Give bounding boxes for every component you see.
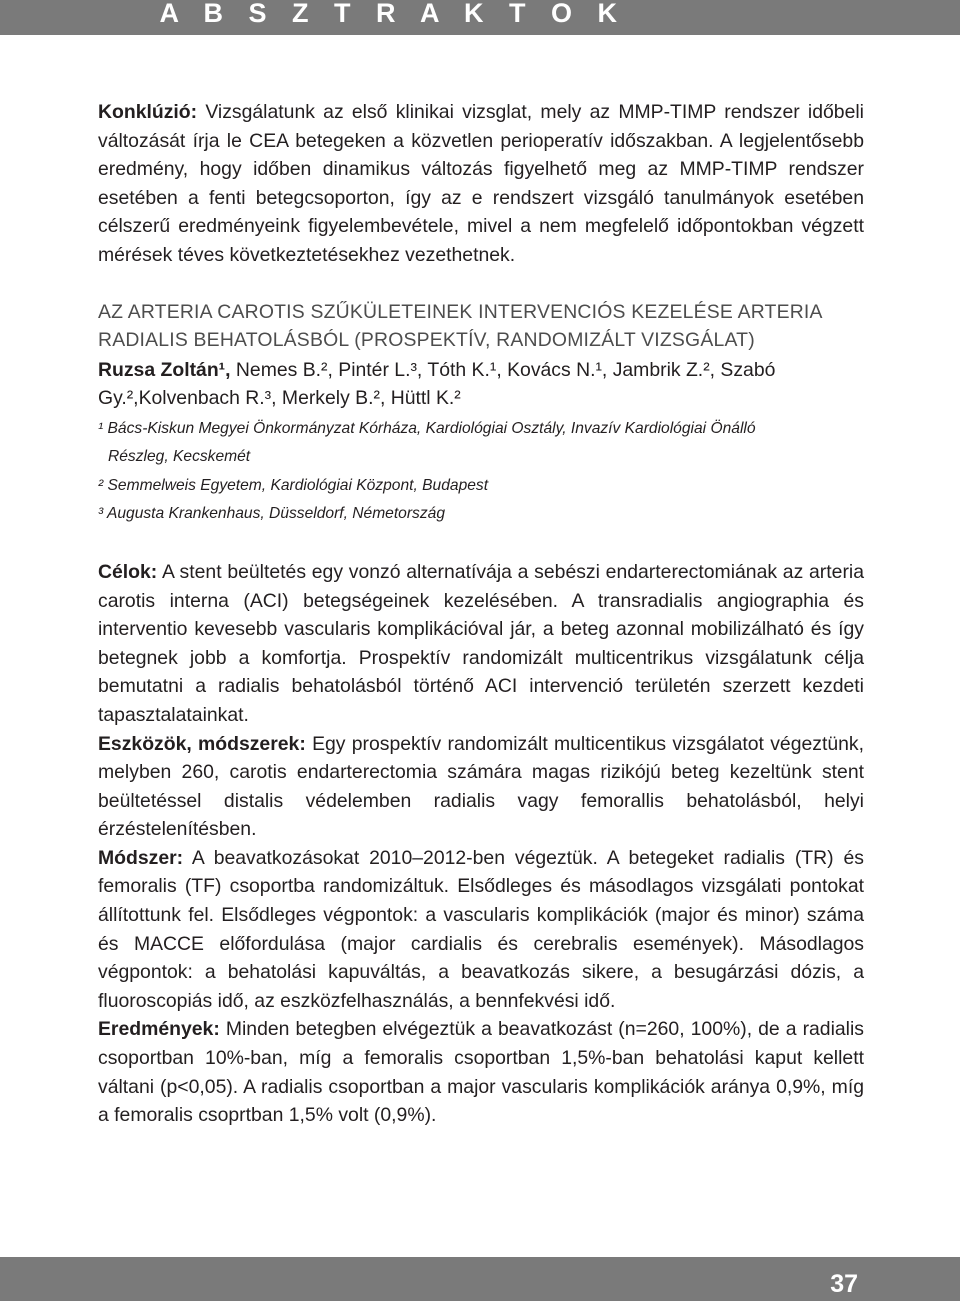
header-bar <box>0 0 960 35</box>
tools-paragraph <box>98 730 864 844</box>
method-text: A beavatkozásokat 2010–2012-ben végeztük. A betegeket radialis (TR) és femoralis (TF) csoportba randomizáltuk. Elsődleges és másodlagos vizsgálati pontokat állítottunk fel. Elsődleges végpontok: a vascularis komplikációk (major és minor) száma és MACCE előfordulása (major cardialis és cerebralis események). Másodlagos végpontok: a behatolási kapuváltás, a beavatkozás sikere, a besugárzási dózis, a fluoroscopiás idő, az eszközfelhasználás, a bennfekvési idő. <box>98 846 864 1012</box>
abstract-title: AZ ARTERIA CAROTIS SZŰKÜLETEINEK INTERVENCIÓS KEZELÉSE ARTERIA RADIALIS BEHATOLÁSBÓL (PROSPEKTÍV, RANDOMIZÁLT VIZSGÁLAT) <box>98 300 822 351</box>
method-label: Módszer: <box>98 846 184 869</box>
conclusion-text: Vizsgálatunk az első klinikai vizsglat, mely az MMP-TIMP rendszer időbeli változását írja le CEA betegeken a közvetlen perioperatív időszakban. A legjelentősebb eredmény, hogy időben dinamikus változás figyelhető meg az MMP-TIMP rendszer esetében a fenti betegcsoporton, így az e rendszert vizsgáló tanulmányok esetében célszerű eredményeink figyelembevétele, mivel a nem megfelelő időpontokban végzett mérések téves következtetésekhez vezethetnek. <box>98 101 864 266</box>
tools-text: Egy prospektív randomizált multicentikus vizsgálatot végeztünk, melyben 260, carotis endarterectomia számára magas rizikójú beteg kezeltünk stent beültetéssel distalis védelemben radialis vagy femorallis behatolásból, helyi érzéstelenítésben. <box>98 732 865 841</box>
other-authors: Nemes B.², Pintér L.³, Tóth K.¹, Kovács N.¹, Jambrik Z.², Szabó Gy.²,Kolvenbach R.³, Merkely B.², Hüttl K.² <box>98 358 776 409</box>
results-text: Minden betegben elvégeztük a beavatkozást (n=260, 100%), de a radialis csoportban 10%-ban, míg a femoralis csoportban 1,5%-ban behatolási kaput kellett váltani (p<0,05). A radialis csoportban a major vascularis komplikációk aránya 0,9%, míg a femoralis csoprtban 1,5% volt (0,9%). <box>98 1018 864 1127</box>
aims-label: Célok: <box>98 560 158 583</box>
page-number: 37 <box>830 1270 858 1298</box>
affiliations <box>98 415 864 529</box>
affiliation-2: ² Semmelweis Egyetem, Kardiológiai Központ, Budapest <box>98 476 489 494</box>
affiliation-3: ³ Augusta Krankenhaus, Düsseldorf, Németország <box>98 505 445 523</box>
results-label: Eredmények: <box>98 1018 220 1041</box>
method-paragraph <box>98 844 864 1016</box>
aims-text: A stent beültetés egy vonzó alternatívája a sebészi endarterectomiának az arteria carotis interna (ACI) betegségeinek kezelésében. A transradialis angiographia és interventio kevesebb vascularis komplikációval jár, a beteg azonnal mobilizálható és így betegnek jobb a komfortja. Prospektív randomizált multicentrikus vizsgálatunk célja bemutatni a radialis behatolásból történő ACI intervenció területén szerzett kezdeti tapasztalatainkat. <box>98 560 864 726</box>
affiliation-1-continued: Részleg, Kecskemét <box>108 448 251 466</box>
aims-paragraph <box>98 558 864 730</box>
results-paragraph <box>98 1015 864 1129</box>
section-header-title: A B S Z T R A K T O K <box>159 0 626 28</box>
affiliation-1: ¹ Bács-Kiskun Megyei Önkormányzat Kórháza, Kardiológiai Osztály, Invazív Kardiológiai Önálló <box>98 419 756 437</box>
first-author: Ruzsa Zoltán¹, <box>98 358 231 381</box>
tools-label: Eszközök, módszerek: <box>98 732 306 755</box>
author-list <box>98 356 864 412</box>
conclusion-label: Konklúzió: <box>98 101 198 123</box>
conclusion-paragraph <box>98 98 864 270</box>
footer-bar <box>0 1257 960 1301</box>
page-content <box>98 98 864 1130</box>
